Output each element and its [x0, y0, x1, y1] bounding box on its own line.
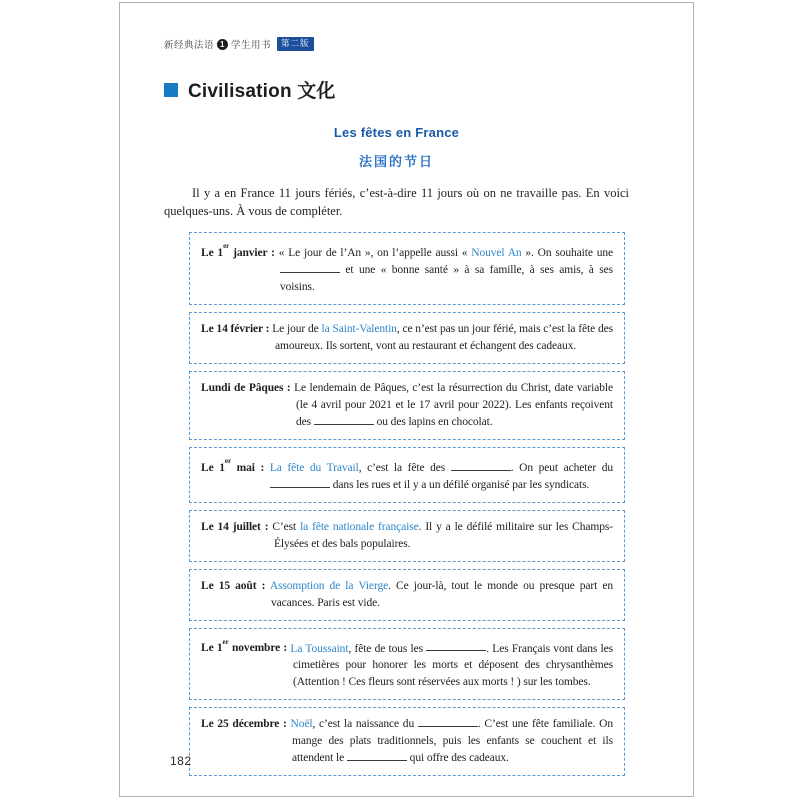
holiday-text	[201, 241, 613, 296]
section-title: Civilisation 文化	[188, 81, 336, 102]
text-run: Le jour de	[272, 322, 322, 335]
text-run: , c’est la fête des	[358, 461, 451, 474]
highlighted-term: La fête du Travail	[269, 461, 359, 474]
text-run: , ce n’est pas un jour férié, mais c’est la fête des amoureux. Ils sortent, vont au restaurant et échangent des cadeaux.	[275, 322, 613, 352]
holiday-box	[189, 628, 625, 701]
fill-in-blank	[426, 640, 486, 651]
fill-in-blank	[451, 460, 511, 471]
holiday-date-label: Le 14 février :	[201, 322, 270, 335]
text-run: . Ce jour-là, tout le monde ou presque part en vacances. Paris est vide.	[271, 579, 613, 609]
book-page	[119, 2, 694, 797]
text-run: ». On souhaite une	[521, 246, 614, 259]
holiday-date-label: Le 1er janvier :	[201, 241, 275, 259]
holiday-box	[189, 371, 625, 440]
section-heading	[164, 76, 629, 103]
volume-number-badge: 1	[217, 39, 228, 50]
page-number: 182	[170, 754, 192, 768]
holiday-box	[189, 707, 625, 776]
text-run: et une « bonne santé » à sa famille, à ses amis, à ses voisins.	[280, 263, 613, 293]
fill-in-blank	[418, 716, 478, 727]
holiday-text	[201, 321, 613, 355]
text-run: , c’est la naissance du	[312, 718, 418, 731]
edition-badge: 第二版	[277, 37, 314, 51]
holiday-text	[201, 519, 613, 553]
text-run: . On peut acheter du	[510, 461, 614, 474]
holiday-box	[189, 447, 625, 503]
text-run: Le lendemain de Pâques, c’est la résurrection du Christ, date variable (le 4 avril pour 2021 et le 17 avril pour 2022). Les enfants reçoivent des	[294, 381, 613, 428]
holiday-text	[201, 456, 613, 494]
running-header	[164, 37, 629, 51]
highlighted-term: la fête nationale française	[300, 520, 419, 533]
holiday-text	[201, 637, 613, 692]
holiday-date-label: Le 25 décembre :	[201, 718, 287, 731]
series-title: 新经典法语	[164, 40, 215, 51]
holiday-box	[189, 232, 625, 305]
fill-in-blank	[270, 477, 330, 488]
holiday-boxes	[164, 232, 629, 776]
highlighted-term: Nouvel An	[471, 246, 522, 259]
lesson-title-french: Les fêtes en France	[333, 125, 460, 140]
highlighted-term: La Toussaint	[290, 642, 349, 655]
holiday-date-label: Le 14 juillet :	[201, 520, 269, 533]
holiday-text	[201, 380, 613, 431]
holiday-date-label: Le 15 août :	[201, 579, 266, 592]
fill-in-blank	[347, 750, 407, 761]
lesson-title-chinese: 法国的节日	[358, 154, 434, 169]
text-run: ou des lapins en chocolat.	[373, 415, 493, 428]
text-run: « Le jour de l’An », on l’appelle aussi «	[278, 246, 472, 259]
holiday-date-label: Lundi de Pâques :	[201, 381, 291, 394]
book-type-label: 学生用书	[231, 40, 272, 51]
holiday-date-label: Le 1er novembre :	[201, 637, 288, 655]
text-run: qui offre des cadeaux.	[406, 752, 509, 765]
holiday-box	[189, 312, 625, 364]
highlighted-term: Assomption de la Vierge	[269, 579, 389, 592]
holiday-text	[201, 578, 613, 612]
text-run: dans les rues et il y a un défilé organisé par les syndicats.	[330, 478, 590, 491]
fill-in-blank	[314, 414, 374, 425]
holiday-box	[189, 569, 625, 621]
fill-in-blank	[280, 262, 340, 273]
text-run: C’est	[272, 520, 301, 533]
highlighted-term: Noël	[290, 718, 313, 731]
holiday-date-label: Le 1er mai :	[201, 456, 265, 474]
text-run: . Il y a le défilé militaire sur les Champs-Élysées et des bals populaires.	[274, 520, 613, 550]
text-run: . C’est une fête familiale. On mange des plats traditionnels, puis les enfants se couchent et ils attendent le	[292, 718, 613, 765]
holiday-box	[189, 510, 625, 562]
holiday-text	[201, 716, 613, 767]
intro-paragraph: Il y a en France 11 jours fériés, c’est-à-dire 11 jours où on ne travaille pas. En voici quelques-uns. À vous de compléter.	[164, 186, 629, 218]
section-bullet-square-icon	[164, 83, 178, 97]
text-run: , fête de tous les	[348, 642, 427, 655]
highlighted-term: la Saint-Valentin	[321, 322, 397, 335]
text-run: . Les Français vont dans les cimetières pour honorer les morts et déposent des chrysanthèmes (Attention ! Ces fleurs sont réservées aux morts ! ) sur les tombes.	[293, 642, 614, 689]
